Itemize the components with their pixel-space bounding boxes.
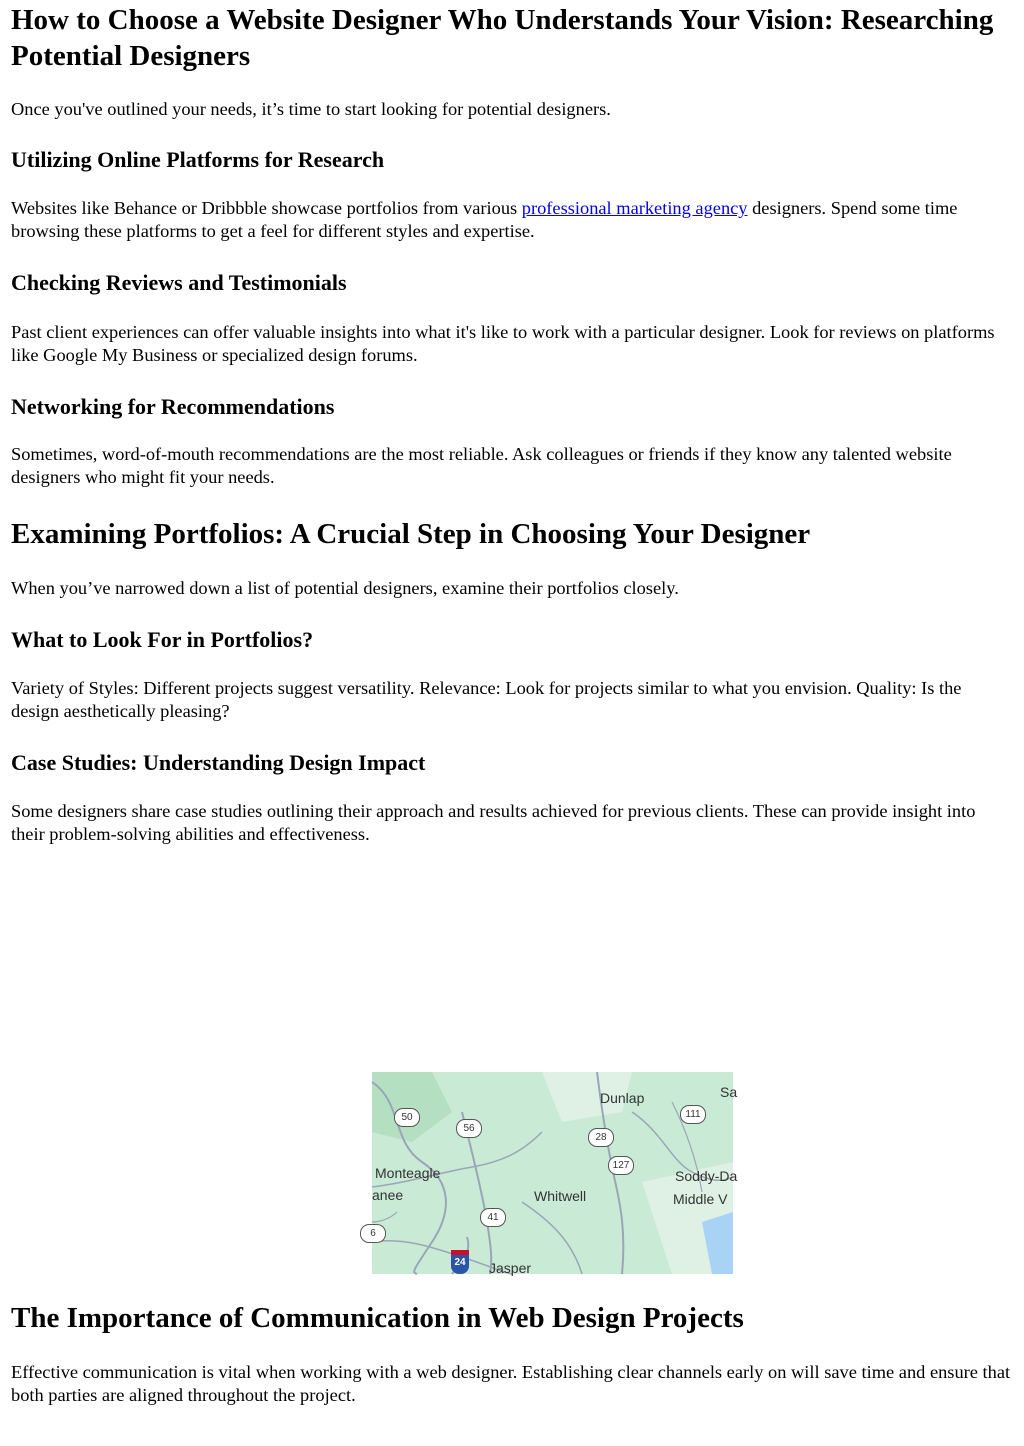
route-127-shield: 127 (608, 1156, 634, 1175)
page-title: How to Choose a Website Designer Who Understands Your Vision: Researching Potential Designers (11, 4, 994, 72)
online-text-before: Websites like Behance or Dribbble showcase portfolios from various (11, 198, 522, 218)
intro-paragraph: Once you've outlined your needs, it’s time to start looking for potential designers. (11, 99, 611, 119)
place-label-middle-valley: Middle V (673, 1191, 728, 1207)
place-label-whitwell: Whitwell (534, 1188, 587, 1204)
route-28-shield: 28 (588, 1128, 614, 1147)
place-label-jasper: Jasper (489, 1260, 532, 1276)
look-for-paragraph: Variety of Styles: Different projects suggest versatility. Relevance: Look for projects similar to what you envision. Quality: Is the design aesthetically pleasing? (11, 678, 962, 721)
place-label-sa: Sa (720, 1084, 738, 1100)
portfolios-intro-paragraph: When you’ve narrowed down a list of potential designers, examine their portfolios closely. (11, 578, 679, 598)
route-50-shield: 50 (394, 1108, 420, 1127)
route-6-shield: 6 (360, 1224, 386, 1243)
place-label-dunlap: Dunlap (600, 1090, 645, 1106)
networking-paragraph: Sometimes, word-of-mouth recommendations are the most reliable. Ask colleagues or friends if they know any talented website designers who might fit your needs. (11, 444, 952, 487)
look-for-heading: What to Look For in Portfolios? (11, 627, 314, 652)
case-studies-heading: Case Studies: Understanding Design Impact (11, 750, 426, 775)
place-label-monteagle: Monteagle (375, 1165, 441, 1181)
reviews-heading: Checking Reviews and Testimonials (11, 270, 347, 295)
communication-paragraph: Effective communication is vital when working with a web designer. Establishing clear channels early on will save time and ensure that both parties are aligned throughout the project. (11, 1362, 1011, 1405)
reviews-paragraph: Past client experiences can offer valuable insights into what it's like to work with a particular designer. Look for reviews on platforms like Google My Business or specialized design forums. (11, 322, 995, 365)
online-platforms-heading: Utilizing Online Platforms for Research (11, 147, 385, 172)
place-label-soddy-daisy: Soddy-Da (675, 1168, 738, 1184)
communication-section-title: The Importance of Communication in Web Design Projects (11, 1302, 744, 1334)
professional-marketing-agency-link[interactable]: professional marketing agency (521, 198, 748, 218)
online-platforms-paragraph (11, 197, 1011, 243)
route-56-shield: 56 (456, 1119, 482, 1138)
networking-heading: Networking for Recommendations (11, 394, 335, 419)
map-image[interactable] (370, 1072, 738, 1276)
portfolios-section-title: Examining Portfolios: A Crucial Step in Choosing Your Designer (11, 518, 811, 550)
route-111-shield: 111 (680, 1105, 706, 1124)
case-studies-paragraph: Some designers share case studies outlining their approach and results achieved for previous clients. These can provide insight into their problem-solving abilities and effectiveness. (11, 801, 976, 844)
online-text-after: designers. Spend some time browsing these platforms to get a feel for different styles and expertise. (11, 198, 958, 241)
place-label-anee: anee (372, 1187, 404, 1203)
interstate-24-shield: 24 (451, 1250, 469, 1274)
route-41-shield: 41 (480, 1208, 506, 1227)
